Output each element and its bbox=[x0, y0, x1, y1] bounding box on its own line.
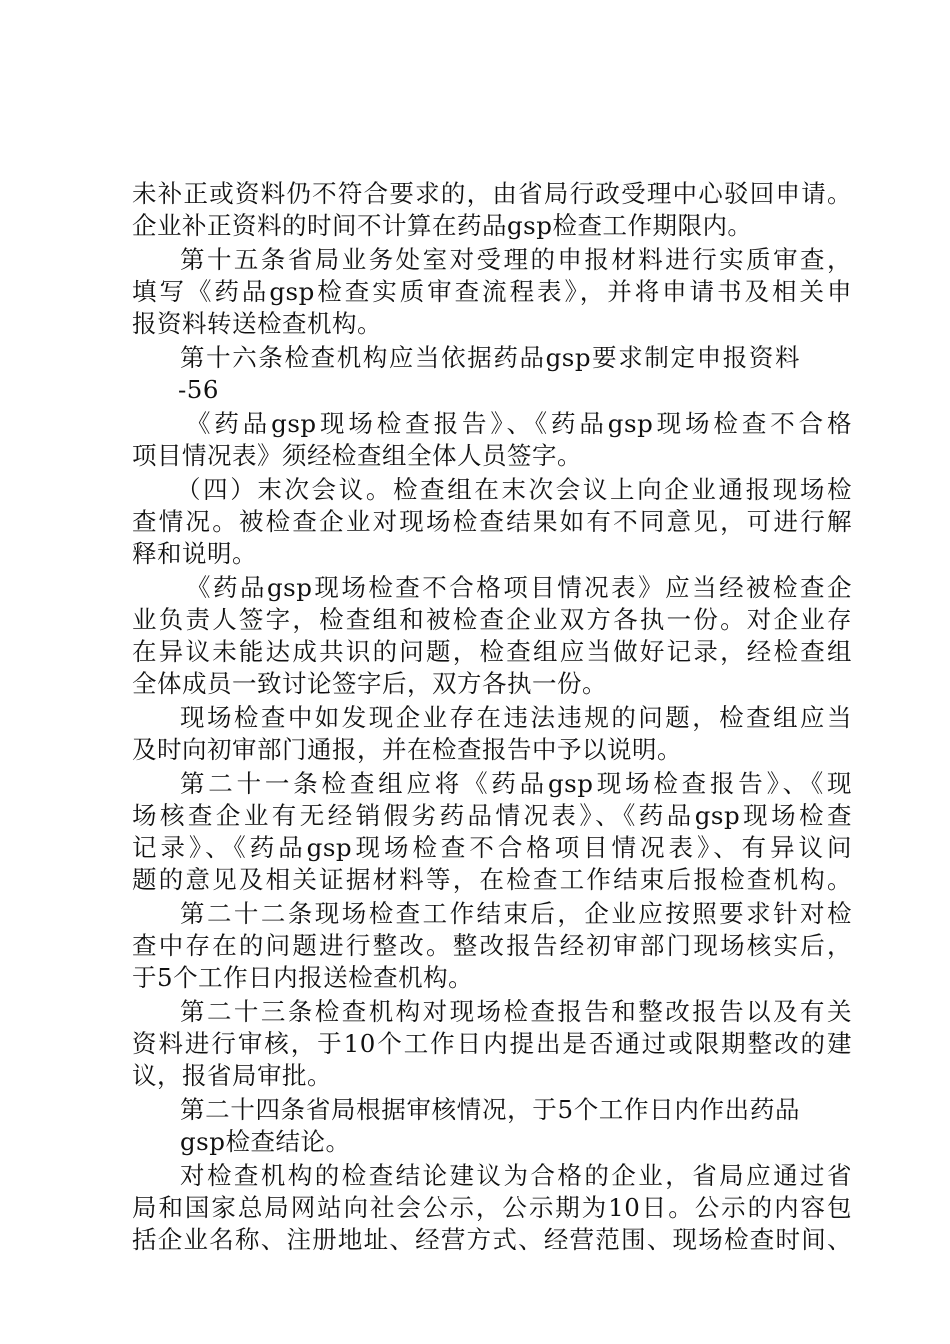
text-line: 查中存在的问题进行整改。整改报告经初审部门现场核实后， bbox=[132, 931, 852, 960]
text-line: 议，报省局审批。 bbox=[132, 1061, 332, 1090]
text-line: gsp检查结论。 bbox=[180, 1127, 351, 1156]
text-line: 释和说明。 bbox=[132, 539, 257, 568]
text-line: 填写《药品gsp检查实质审查流程表》，并将申请书及相关申 bbox=[132, 277, 852, 306]
text-line: 第十五条省局业务处室对受理的申报材料进行实质审查， bbox=[180, 245, 852, 274]
text-line: 资料进行审核，于10个工作日内提出是否通过或限期整改的建 bbox=[132, 1029, 852, 1058]
page-number: -56 bbox=[178, 375, 219, 404]
text-line: 现场检查中如发现企业存在违法违规的问题，检查组应当 bbox=[180, 703, 852, 732]
text-line: 于5个工作日内报送检查机构。 bbox=[132, 963, 474, 992]
text-line: 《药品gsp现场检查不合格项目情况表》应当经被检查企 bbox=[186, 573, 852, 602]
text-line: 第二十一条检查组应将《药品gsp现场检查报告》、《现 bbox=[180, 769, 852, 798]
text-line: 及时向初审部门通报，并在检查报告中予以说明。 bbox=[132, 735, 682, 764]
text-line: 记录》、《药品gsp现场检查不合格项目情况表》、有异议问 bbox=[132, 833, 852, 862]
text-line: 场核查企业有无经销假劣药品情况表》、《药品gsp现场检查 bbox=[132, 801, 852, 830]
text-line: 局和国家总局网站向社会公示，公示期为10日。公示的内容包 bbox=[132, 1193, 852, 1222]
text-line: 括企业名称、注册地址、经营方式、经营范围、现场检查时间、 bbox=[132, 1225, 852, 1254]
text-line: 题的意见及相关证据材料等，在检查工作结束后报检查机构。 bbox=[132, 865, 852, 894]
text-line: 项目情况表》须经检查组全体人员签字。 bbox=[132, 441, 582, 470]
text-line: 报资料转送检查机构。 bbox=[132, 309, 382, 338]
text-line: （四）末次会议。检查组在末次会议上向企业通报现场检 bbox=[176, 475, 852, 504]
text-line: 第二十四条省局根据审核情况，于5个工作日内作出药品 bbox=[180, 1095, 800, 1124]
text-line: 业负责人签字，检查组和被检查企业双方各执一份。对企业存 bbox=[132, 605, 852, 634]
text-line: 全体成员一致讨论签字后，双方各执一份。 bbox=[132, 669, 607, 698]
text-line: 对检查机构的检查结论建议为合格的企业，省局应通过省 bbox=[180, 1161, 852, 1190]
text-line: 《药品gsp现场检查报告》、《药品gsp现场检查不合格 bbox=[186, 409, 852, 438]
text-line: 企业补正资料的时间不计算在药品gsp检查工作期限内。 bbox=[132, 211, 753, 240]
text-line: 第二十三条检查机构对现场检查报告和整改报告以及有关 bbox=[180, 997, 852, 1026]
text-line: 未补正或资料仍不符合要求的，由省局行政受理中心驳回申请。 bbox=[132, 179, 852, 208]
text-line: 查情况。被检查企业对现场检查结果如有不同意见，可进行解 bbox=[132, 507, 852, 536]
text-line: 第十六条检查机构应当依据药品gsp要求制定申报资料 bbox=[180, 343, 800, 372]
text-line: 在异议未能达成共识的问题，检查组应当做好记录，经检查组 bbox=[132, 637, 852, 666]
text-line: 第二十二条现场检查工作结束后，企业应按照要求针对检 bbox=[180, 899, 852, 928]
